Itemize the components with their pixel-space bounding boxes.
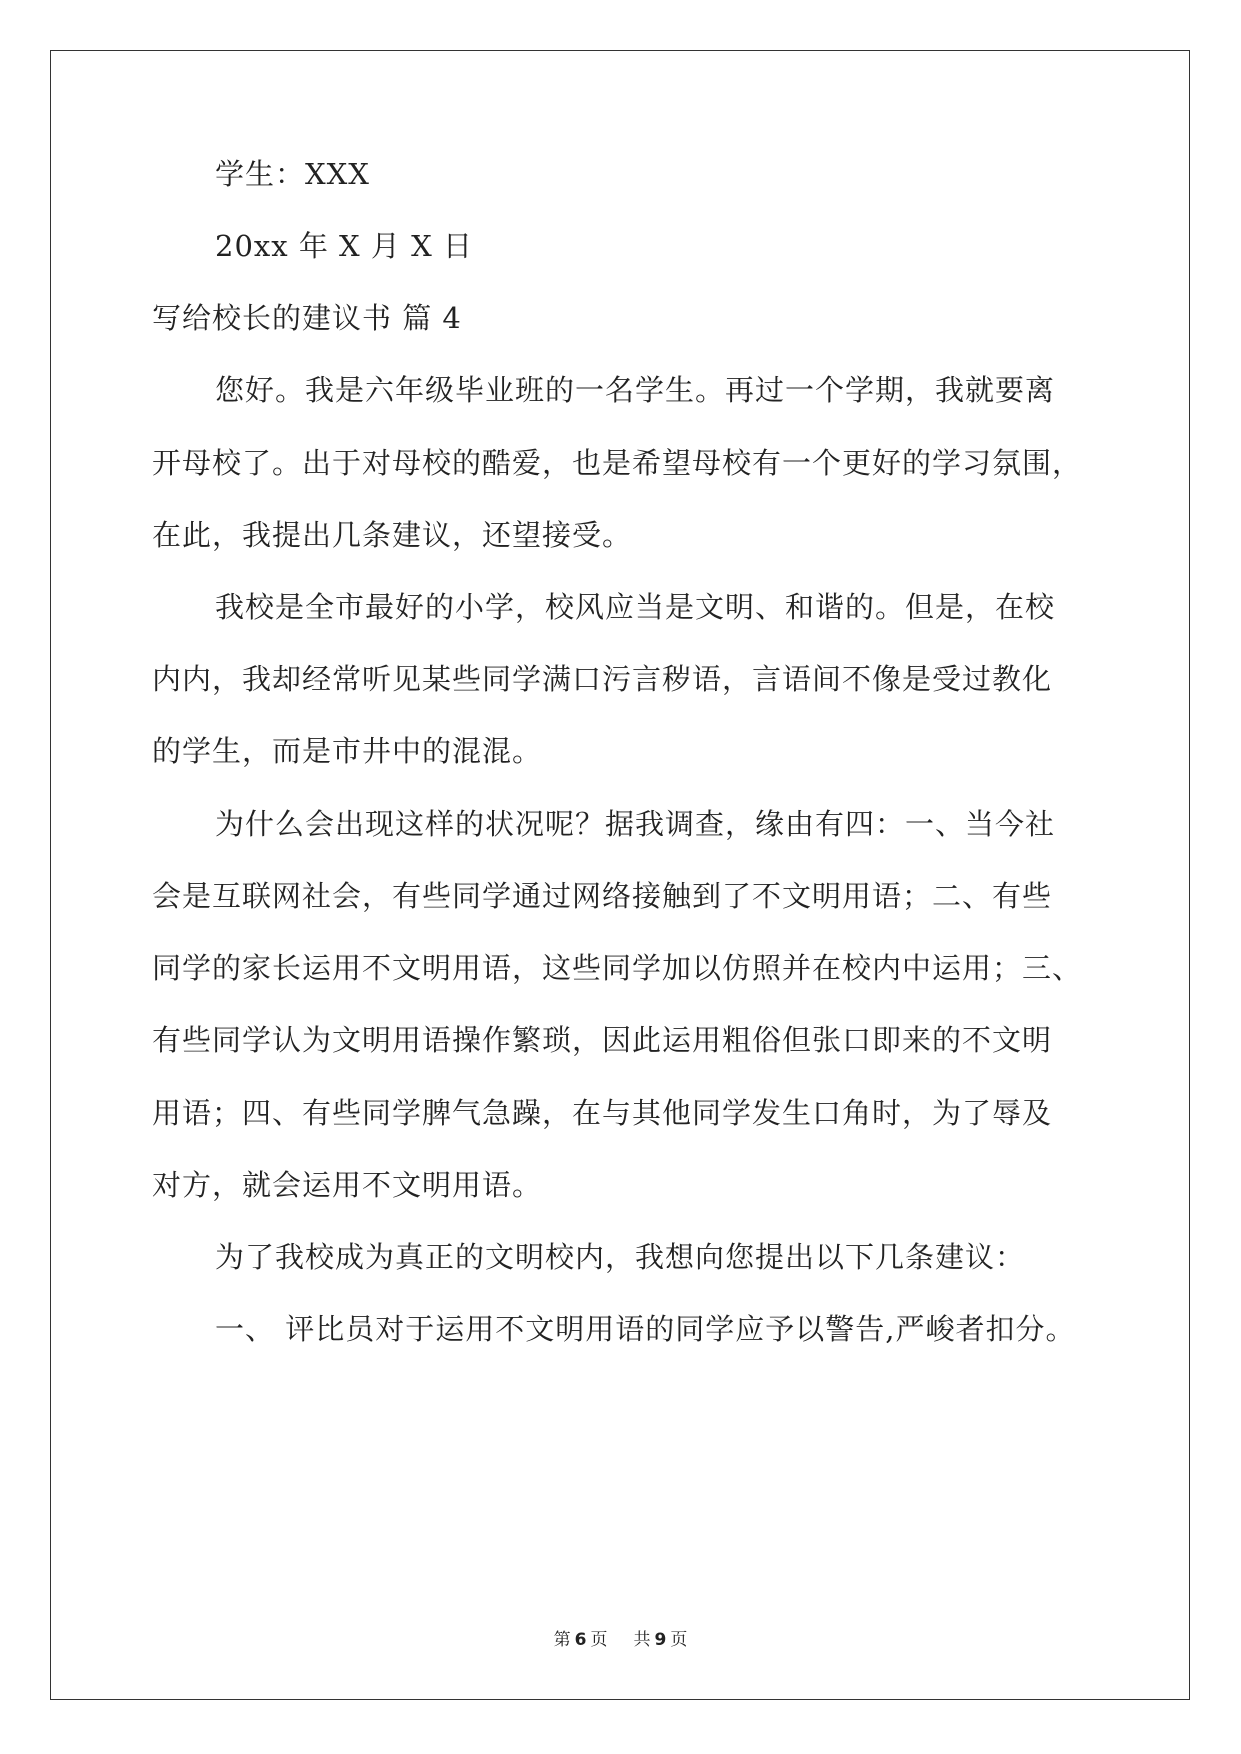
paragraph-line: 有些同学认为文明用语操作繁琐，因此运用粗俗但张口即来的不文明 (152, 1023, 1053, 1057)
page-prefix: 第 (553, 1630, 571, 1650)
paragraph-line: 用语；四、有些同学脾气急躁，在与其他同学发生口角时，为了辱及 (152, 1096, 1053, 1130)
paragraph-line: 同学的家长运用不文明用语，这些同学加以仿照并在校内中运用；三、 (152, 951, 1083, 985)
page-total: 9 (654, 1630, 667, 1650)
paragraph-line: 对方，就会运用不文明用语。 (152, 1168, 543, 1202)
page-current: 6 (574, 1630, 587, 1650)
paragraph-line: 您好。我是六年级毕业班的一名学生。再过一个学期，我就要离 (215, 373, 1056, 407)
signature-line: 学生：XXX (215, 157, 370, 191)
paragraph-line: 为了我校成为真正的文明校内，我想向您提出以下几条建议： (215, 1240, 1026, 1274)
paragraph-line: 的学生，而是市井中的混混。 (152, 734, 543, 768)
paragraph-line: 一、 评比员对于运用不文明用语的同学应予以警告,严峻者扣分。 (215, 1312, 1076, 1346)
paragraph-line: 我校是全市最好的小学，校风应当是文明、和谐的。但是，在校 (215, 590, 1056, 624)
paragraph-line: 开母校了。出于对母校的酷爱，也是希望母校有一个更好的学习氛围， (152, 446, 1083, 480)
page-unit: 页 (590, 1630, 608, 1650)
page-footer (0, 1628, 1241, 1652)
paragraph-line: 会是互联网社会，有些同学通过网络接触到了不文明用语；二、有些 (152, 879, 1053, 913)
paragraph-line: 为什么会出现这样的状况呢？据我调查，缘由有四：一、当今社 (215, 807, 1056, 841)
paragraph-line: 内内，我却经常听见某些同学满口污言秽语，言语间不像是受过教化 (152, 662, 1053, 696)
paragraph-line: 在此，我提出几条建议，还望接受。 (152, 518, 633, 552)
total-prefix: 共 (633, 1630, 651, 1650)
section-title: 写给校长的建议书 篇 4 (152, 301, 462, 335)
total-unit: 页 (670, 1630, 688, 1650)
date-line: 20xx 年 X 月 X 日 (215, 229, 473, 263)
